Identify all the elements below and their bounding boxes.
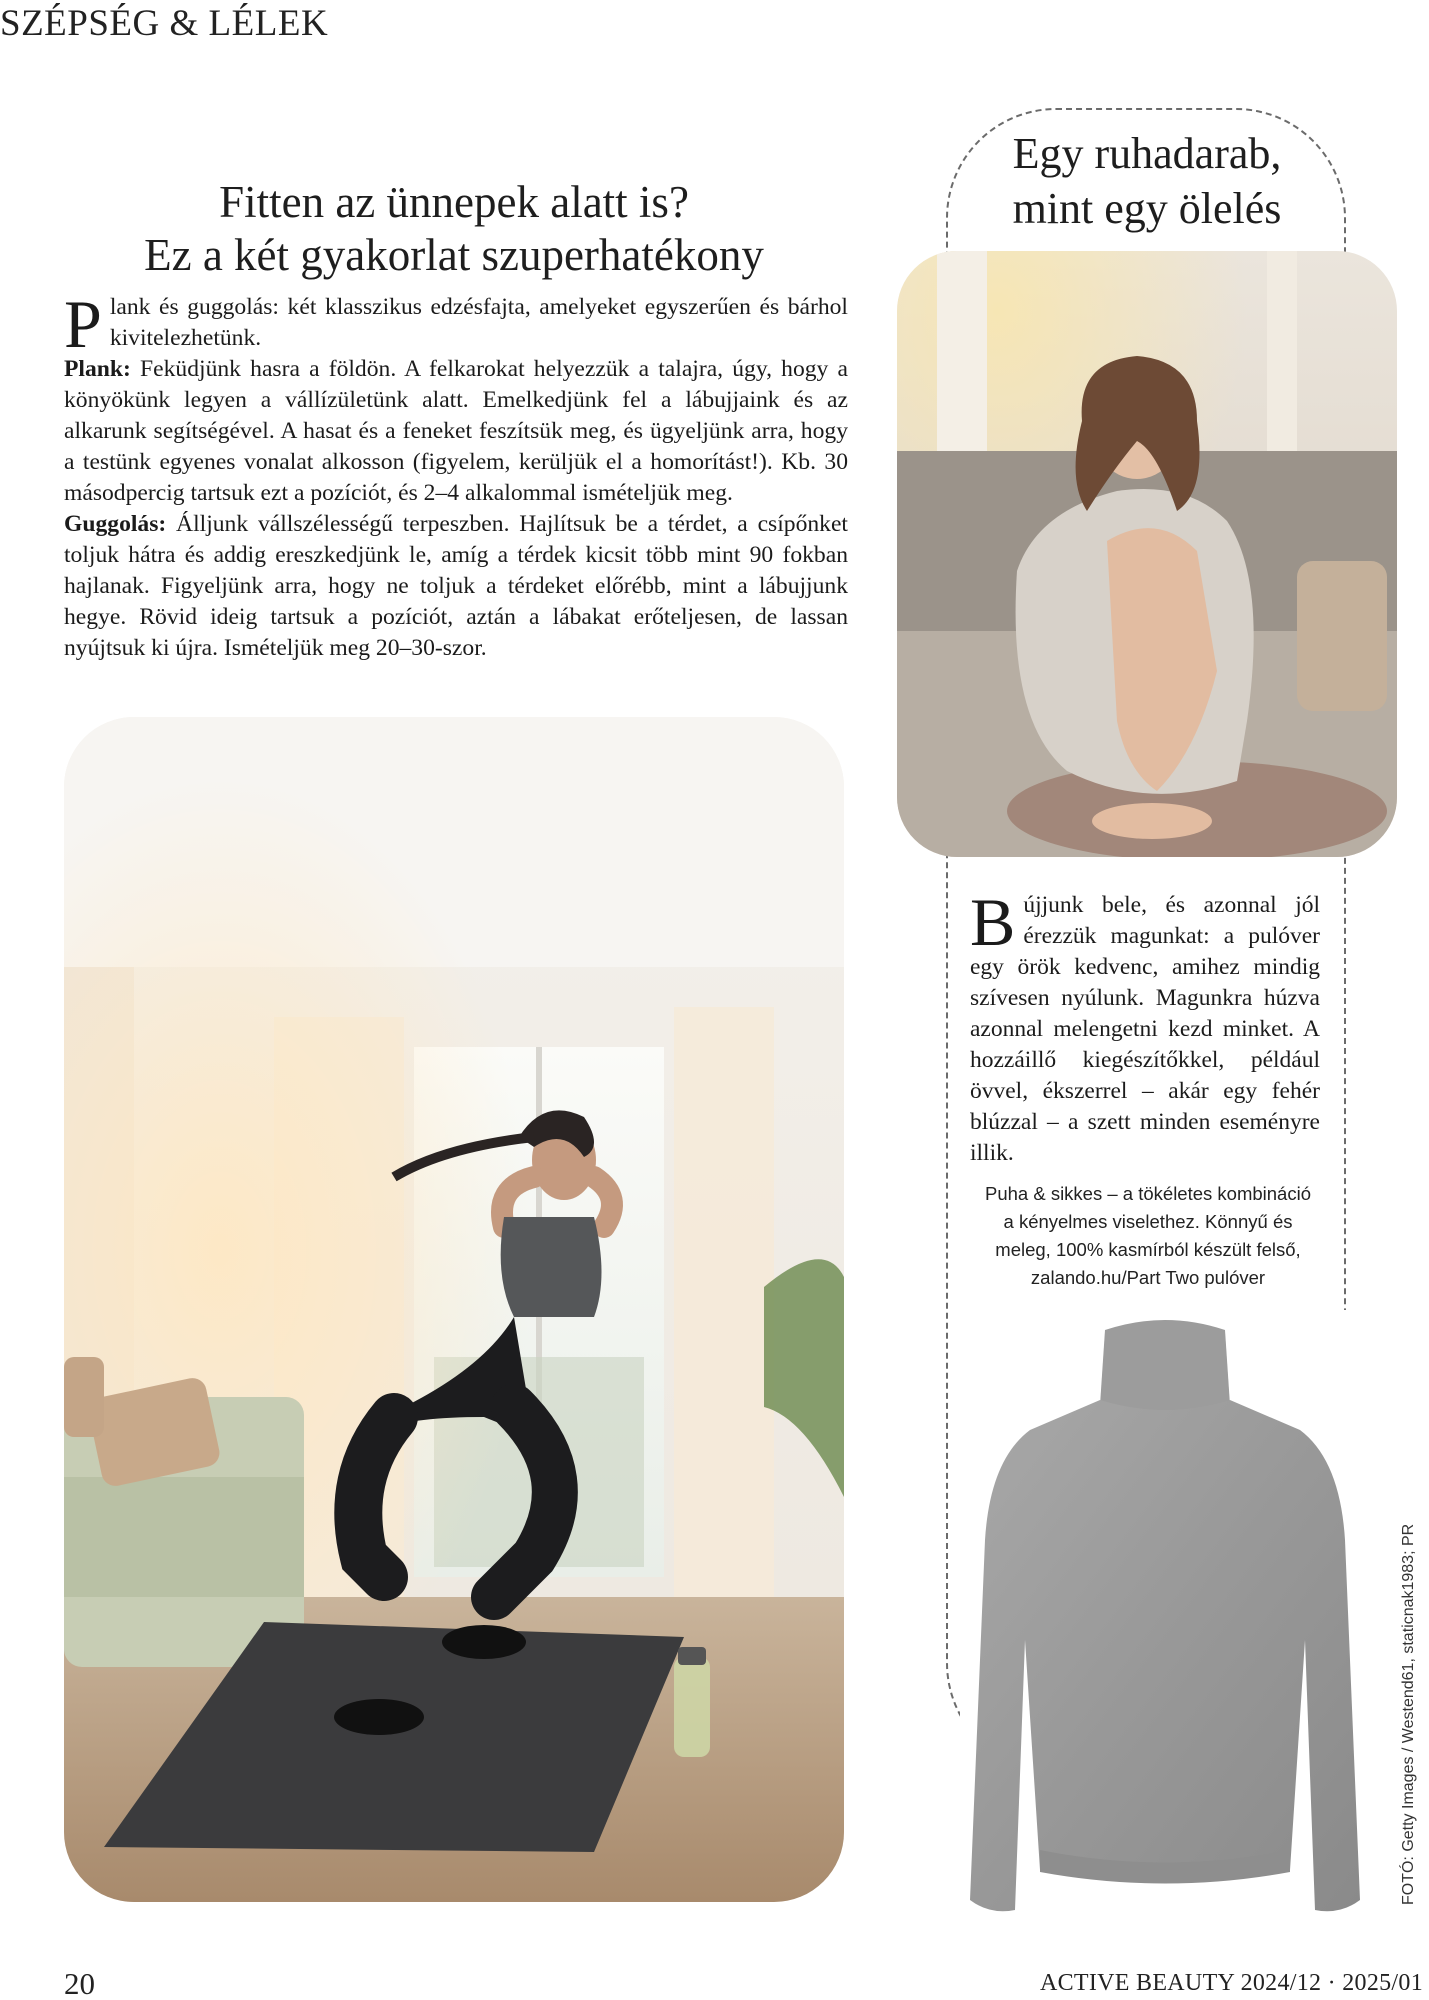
cozy-sweater-woman-photo xyxy=(897,251,1397,857)
plank-text: Feküdjünk hasra a földön. A felkarokat helyezzük a talajra, úgy, hogy a könyökünk legyen a vállízületünk alatt. Emelkedjünk fel a lábujjaink és az alkarunk segítségével. A hasat és a feneket feszítsük meg, és ügyeljünk arra, hogy a testünk egyenes vonalat alkosson (figyelem, kerüljük el a homorítást!). Kb. 30 másodpercig tartsuk ezt a pozíciót, és 2–4 alkalommal ismételjük meg. xyxy=(64,356,848,506)
caption-line-3: meleg, 100% kasmírból készült felső, xyxy=(995,1239,1301,1260)
right-dropcap: B xyxy=(970,884,1016,960)
squat-photo-illustration xyxy=(64,717,844,1902)
magazine-issue-footer: ACTIVE BEAUTY 2024/12 · 2025/01 xyxy=(1039,1970,1423,1996)
right-body-text: újjunk bele, és azonnal jól érezzük magunkat: a pulóver egy örök kedvenc, amihez mindig szívesen nyúlunk. Magunkra húzva azonnal melengetni kezd minket. A hozzáillő kiegészítőkkel, például övvel, ékszerrel – akár egy fehér blúzzal – a szett minden eseményre illik. xyxy=(970,892,1320,1166)
right-title-line-1: Egy ruhadarab, xyxy=(1012,129,1282,178)
intro-paragraph xyxy=(64,286,848,362)
squat-text: Álljunk vállszélességű terpeszben. Hajlítsuk be a térdet, a csípőnket toljuk hátra és addig ereszkedjünk le, amíg a térdek kicsit több mint 90 fokban hajlanak. Figyeljünk arra, hogy ne toljuk a térdeket előrébb, mint a lábujjunk hegye. Rövid ideig tartsuk a pozíciót, aztán a lábakat erőteljesen, de lassan nyújtsuk ki újra. Ismételjük meg 20–30-szor. xyxy=(64,511,848,661)
product-caption xyxy=(968,1180,1328,1292)
caption-line-2: a kényelmes viselethez. Könnyű és xyxy=(1003,1211,1293,1232)
right-title-line-2: mint egy ölelés xyxy=(1012,184,1282,233)
squat-paragraph xyxy=(64,509,848,664)
right-article-title xyxy=(960,126,1334,236)
sweater-illustration xyxy=(960,1310,1370,1940)
section-header: SZÉPSÉG & LÉLEK xyxy=(0,3,329,44)
intro-dropcap: P xyxy=(64,286,102,362)
cozy-photo-illustration xyxy=(897,251,1397,857)
squat-lead: Guggolás: xyxy=(64,511,167,537)
left-title-line-2: Ez a két gyakorlat szuperhatékony xyxy=(144,230,764,280)
left-article-body xyxy=(64,286,848,664)
caption-line-1: Puha & sikkes – a tökéletes kombináció xyxy=(985,1183,1311,1204)
squat-exercise-photo xyxy=(64,717,844,1902)
page-number: 20 xyxy=(64,1966,95,2000)
grey-turtleneck-sweater-photo xyxy=(960,1310,1370,1940)
plank-lead: Plank: xyxy=(64,356,131,382)
left-title-line-1: Fitten az ünnepek alatt is? xyxy=(219,177,689,227)
right-article-body xyxy=(970,884,1320,1169)
caption-line-4: zalando.hu/Part Two pulóver xyxy=(1030,1267,1266,1288)
intro-text: lank és guggolás: két klasszikus edzésfajta, amelyeket egyszerűen és bárhol kivitelezhetünk. xyxy=(109,294,848,351)
photo-credit: FOTÓ: Getty Images / Westend61, staticnak1983; PR xyxy=(1400,1523,1417,1905)
left-article-title xyxy=(64,176,844,282)
plank-paragraph xyxy=(64,354,848,509)
